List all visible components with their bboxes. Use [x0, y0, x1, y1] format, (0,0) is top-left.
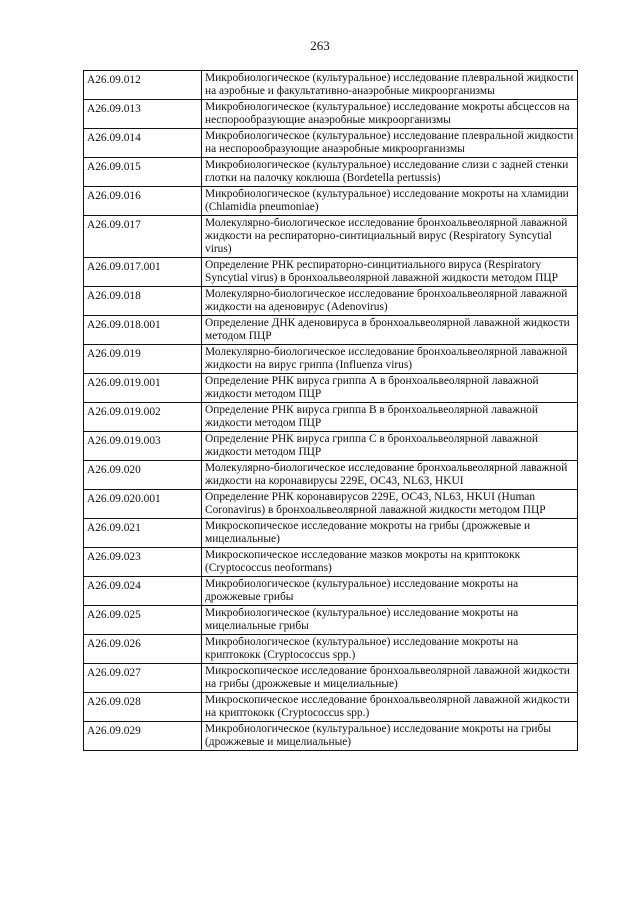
service-description: Микробиологическое (культуральное) исследование мокроты на криптококк (Cryptococcus spp.) [202, 635, 578, 664]
service-description: Молекулярно-биологическое исследование бронхоальвеолярной лаважной жидкости на респираторно-синтициальный вирус (Respiratory Syncytial virus) [202, 216, 578, 258]
service-code: A26.09.019 [84, 345, 202, 374]
service-description: Микробиологическое (культуральное) исследование мокроты абсцессов на неспорообразующие анаэробные микроорганизмы [202, 100, 578, 129]
table-row [84, 158, 578, 187]
service-description: Микробиологическое (культуральное) исследование мокроты на дрожжевые грибы [202, 577, 578, 606]
service-description: Микроскопическое исследование бронхоальвеолярной лаважной жидкости на грибы (дрожжевые и мицелиальные) [202, 664, 578, 693]
table-row [84, 129, 578, 158]
service-description: Микробиологическое (культуральное) исследование мокроты на хламидии (Chlamidia pneumoniae) [202, 187, 578, 216]
services-table [83, 70, 578, 751]
service-code: A26.09.021 [84, 519, 202, 548]
service-description: Микроскопическое исследование мазков мокроты на криптококк (Cryptococcus neoformans) [202, 548, 578, 577]
table-row [84, 403, 578, 432]
service-code: A26.09.016 [84, 187, 202, 216]
service-code: A26.09.026 [84, 635, 202, 664]
table-row [84, 490, 578, 519]
table-row [84, 635, 578, 664]
table-row [84, 258, 578, 287]
table-row [84, 187, 578, 216]
service-code: A26.09.017 [84, 216, 202, 258]
service-description: Определение РНК вируса гриппа С в бронхоальвеолярной лаважной жидкости методом ПЦР [202, 432, 578, 461]
service-description: Микробиологическое (культуральное) исследование мокроты на мицелиальные грибы [202, 606, 578, 635]
service-code: A26.09.029 [84, 722, 202, 751]
table-row [84, 519, 578, 548]
table-row [84, 577, 578, 606]
service-description: Микробиологическое (культуральное) исследование мокроты на грибы (дрожжевые и мицелиальные) [202, 722, 578, 751]
table-row [84, 606, 578, 635]
service-code: A26.09.019.001 [84, 374, 202, 403]
service-description: Определение РНК вируса гриппа В в бронхоальвеолярной лаважной жидкости методом ПЦР [202, 403, 578, 432]
table-row [84, 432, 578, 461]
service-description: Микроскопическое исследование мокроты на грибы (дрожжевые и мицелиальные) [202, 519, 578, 548]
table-row [84, 664, 578, 693]
service-description: Молекулярно-биологическое исследование бронхоальвеолярной лаважной жидкости на коронавирусы 229E, OC43, NL63, HKUI [202, 461, 578, 490]
service-code: A26.09.024 [84, 577, 202, 606]
table-row [84, 71, 578, 100]
service-description: Определение РНК коронавирусов 229E, OC43, NL63, HKUI (Human Coronavirus) в бронхоальвеолярной лаважной жидкости методом ПЦР [202, 490, 578, 519]
service-code: A26.09.020.001 [84, 490, 202, 519]
service-description: Микробиологическое (культуральное) исследование плевральной жидкости на неспорообразующие анаэробные микроорганизмы [202, 129, 578, 158]
service-description: Микроскопическое исследование бронхоальвеолярной лаважной жидкости на криптококк (Cryptococcus spp.) [202, 693, 578, 722]
table-row [84, 216, 578, 258]
service-code: A26.09.013 [84, 100, 202, 129]
service-code: A26.09.018.001 [84, 316, 202, 345]
service-code: A26.09.019.002 [84, 403, 202, 432]
table-row [84, 374, 578, 403]
table-row [84, 461, 578, 490]
service-description: Определение ДНК аденовируса в бронхоальвеолярной лаважной жидкости методом ПЦР [202, 316, 578, 345]
table-row [84, 100, 578, 129]
table-row [84, 548, 578, 577]
service-description: Микробиологическое (культуральное) исследование слизи с задней стенки глотки на палочку коклюша (Bordetella pertussis) [202, 158, 578, 187]
service-description: Определение РНК вируса гриппа А в бронхоальвеолярной лаважной жидкости методом ПЦР [202, 374, 578, 403]
table-row [84, 722, 578, 751]
service-code: A26.09.014 [84, 129, 202, 158]
service-description: Молекулярно-биологическое исследование бронхоальвеолярной лаважной жидкости на аденовирус (Adenovirus) [202, 287, 578, 316]
service-description: Молекулярно-биологическое исследование бронхоальвеолярной лаважной жидкости на вирус гриппа (Influenza virus) [202, 345, 578, 374]
page-number: 263 [310, 38, 330, 53]
table-row [84, 693, 578, 722]
service-code: A26.09.018 [84, 287, 202, 316]
service-code: A26.09.017.001 [84, 258, 202, 287]
service-code: A26.09.015 [84, 158, 202, 187]
service-code: A26.09.019.003 [84, 432, 202, 461]
table-row [84, 316, 578, 345]
table-row [84, 345, 578, 374]
service-code: A26.09.020 [84, 461, 202, 490]
service-description: Определение РНК респираторно-синцитиального вируса (Respiratory Syncytial virus) в бронхоальвеолярной лаважной жидкости методом ПЦР [202, 258, 578, 287]
service-code: A26.09.023 [84, 548, 202, 577]
service-code: A26.09.012 [84, 71, 202, 100]
table-row [84, 287, 578, 316]
service-code: A26.09.028 [84, 693, 202, 722]
service-code: A26.09.025 [84, 606, 202, 635]
service-code: A26.09.027 [84, 664, 202, 693]
service-description: Микробиологическое (культуральное) исследование плевральной жидкости на аэробные и факультативно-анаэробные микроорганизмы [202, 71, 578, 100]
